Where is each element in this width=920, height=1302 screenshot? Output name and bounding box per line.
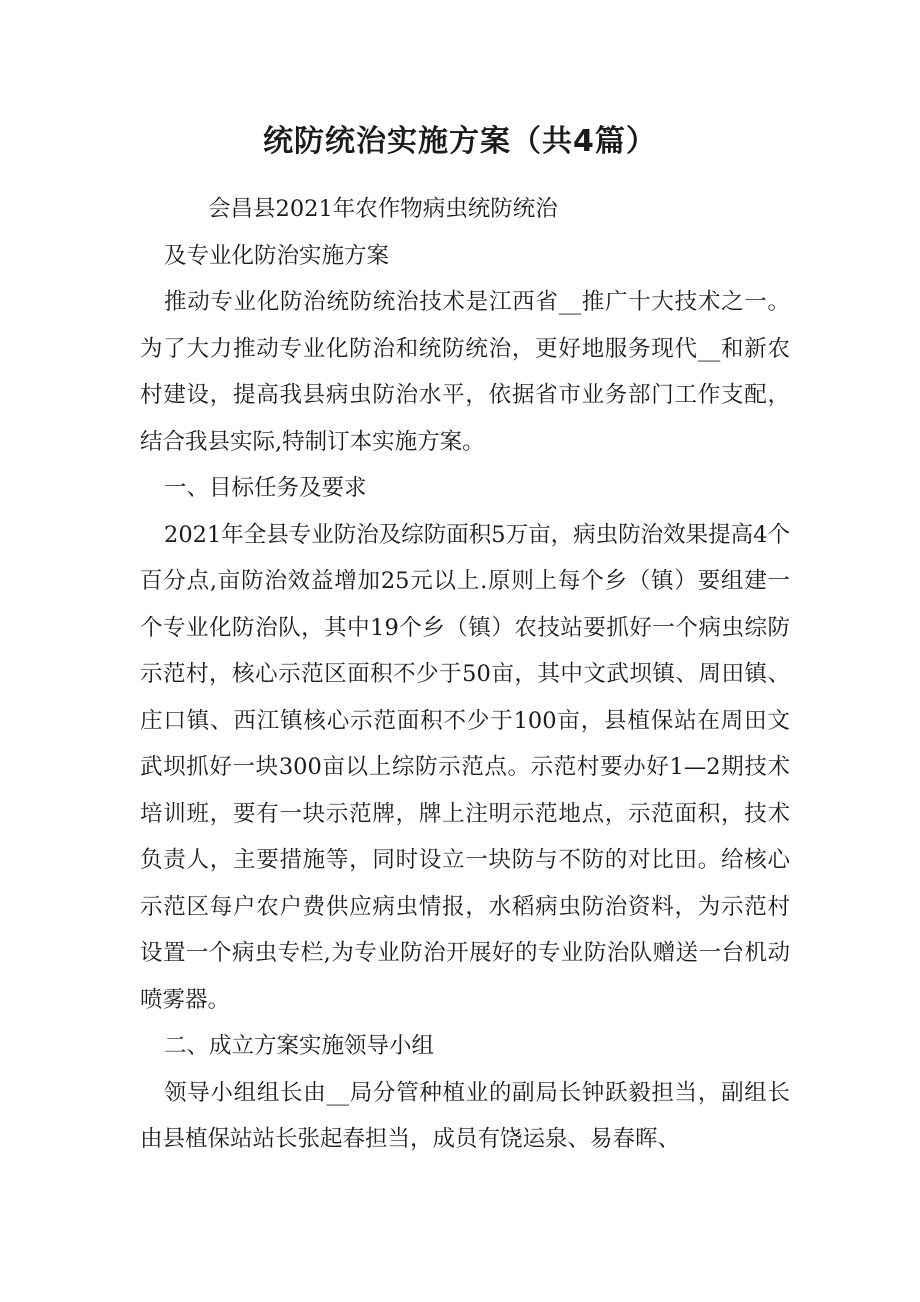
section-heading-2: 二、成立方案实施领导小组	[164, 1033, 435, 1059]
section-heading-1: 一、目标任务及要求	[164, 475, 367, 501]
section-2-paragraph: 领导小组组长由__局分管种植业的副局长钟跃毅担当，副组长由县植保站站长张起春担当，成员有饶运泉、易春晖、	[140, 1079, 790, 1152]
document-title: 统防统治实施方案（共4篇）	[263, 124, 657, 159]
subtitle-line-2: 及专业化防治实施方案	[164, 242, 390, 269]
section-1-paragraph: 2021年全县专业防治及综防面积5万亩，病虫防治效果提高4个百分点,亩防治效益增加25元以上.原则上每个乡（镇）要组建一个专业化防治队，其中19个乡（镇）农技站要抓好一个病虫综防示范村，核心示范区面积不少于50亩，其中文武坝镇、周田镇、庄口镇、西江镇核心示范面积不少于100亩，县植保站在周田文武坝抓好一块300亩以上综防示范点。示范村要办好1—2期技术培训班，要有一块示范牌，牌上注明示范地点，示范面积，技术负责人，主要措施等，同时设立一块防与不防的对比田。给核心示范区每户农户费供应病虫情报，水稻病虫防治资料，为示范村设置一个病虫专栏,为专业防治开展好的专业防治队赠送一台机动喷雾器。	[140, 521, 790, 1013]
document-body	[140, 186, 790, 1163]
intro-paragraph: 推动专业化防治统防统治技术是江西省__推广十大技术之一。为了大力推动专业化防治和统防统治，更好地服务现代__和新农村建设，提高我县病虫防治水平，依据省市业务部门工作支配，结合我县实际,特制订本实施方案。	[140, 289, 790, 455]
subtitle-line-1: 会昌县2021年农作物病虫统防统治	[208, 196, 558, 222]
